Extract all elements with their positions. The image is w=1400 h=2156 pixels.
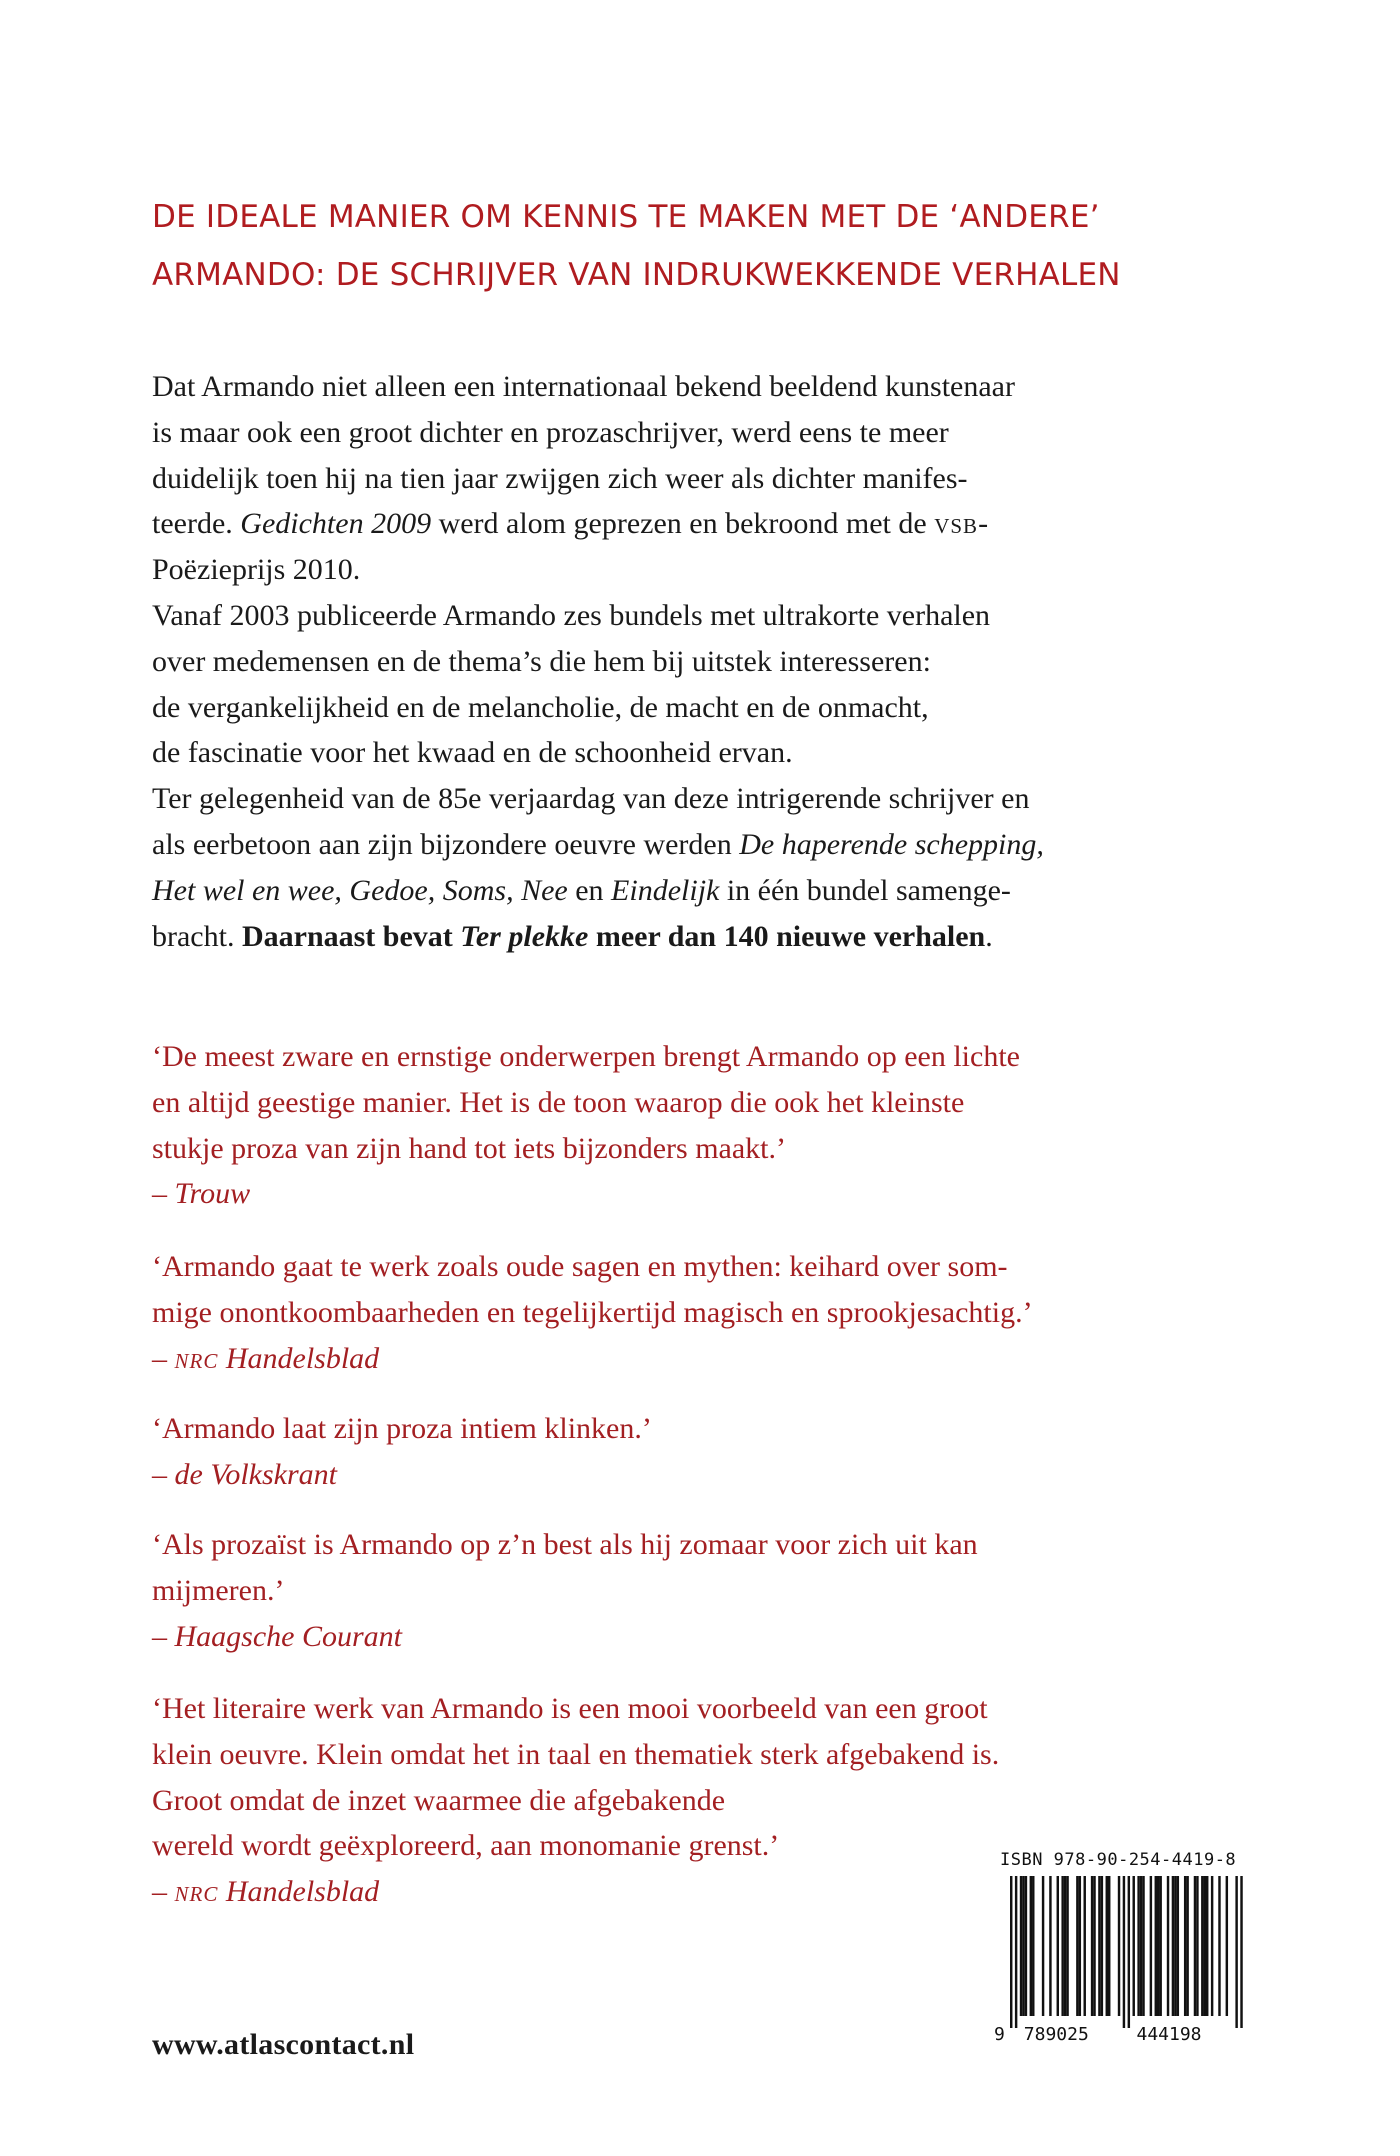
quote-line: ‘Als prozaïst is Armando op z’n best als hij zomaar voor zich uit kan: [152, 1528, 978, 1561]
headline-line-1: DE IDEALE MANIER OM KENNIS TE MAKEN MET DE ‘ANDERE’: [152, 199, 1100, 235]
barcode-bar: [1142, 1876, 1144, 2016]
barcode-bar: [1157, 1876, 1159, 2016]
text-fragment: als eerbetoon aan zijn bijzondere oeuvre werden: [152, 827, 740, 861]
barcode-bar: [1076, 1876, 1078, 2016]
quote-source: – Haagsche Courant: [152, 1619, 402, 1653]
barcode-digits: 9: [994, 2024, 1005, 2045]
barcode-bar: [1174, 1876, 1176, 2016]
barcode-bar: [1098, 1876, 1100, 2016]
blurb-line: de fascinatie voor het kwaad en de schoonheid ervan.: [152, 736, 793, 770]
barcode-bar: [1108, 1876, 1110, 2016]
quote-line: en altijd geestige manier. Het is de toon waarop die ook het kleinste: [152, 1085, 965, 1119]
barcode-bar: [1032, 1876, 1034, 2016]
barcode-bar: [1140, 1876, 1142, 2016]
barcode-bar: [1186, 1876, 1188, 2016]
barcode-bar: [1240, 1876, 1242, 2028]
barcode-bar: [1084, 1876, 1086, 2016]
barcode-bar: [1206, 1876, 1208, 2016]
barcode-bar: [1118, 1876, 1120, 2016]
review-quote: [152, 1522, 1252, 1659]
barcode-bar: [1123, 1876, 1125, 2028]
barcode-icon: [990, 1876, 1250, 2052]
barcode-bar: [1042, 1876, 1044, 2016]
barcode-bar: [1211, 1876, 1213, 2016]
barcode-bar: [1091, 1876, 1093, 2016]
text-fragment: .: [985, 919, 993, 953]
blurb-line: [152, 501, 1252, 547]
blurb-line: over medemensen en de thema’s die hem bij uitstek interesseren:: [152, 644, 931, 678]
quote-source: – nrc Handelsblad: [152, 1341, 380, 1375]
barcode-bar: [1177, 1876, 1179, 2016]
headline-line-2: ARMANDO: DE SCHRIJVER VAN INDRUKWEKKENDE VERHALEN: [152, 257, 1121, 293]
text-fragment: -: [978, 507, 989, 541]
blurb-line: de vergankelijkheid en de melancholie, de macht en de onmacht,: [152, 690, 929, 724]
quote-line: Groot omdat de inzet waarmee die afgebakende: [152, 1783, 726, 1817]
quote-line: mige onontkoombaarheden en tegelijkertijd magisch en sprookjesachtig.’: [152, 1295, 1033, 1329]
barcode-digits: 789025: [1023, 2024, 1089, 2045]
blurb-line: Dat Armando niet alleen een internationaal bekend beeldend kunstenaar: [152, 370, 1015, 403]
abbreviation: vsb: [934, 507, 979, 541]
barcode-bar: [1184, 1876, 1186, 2016]
text-fragment: en: [567, 873, 612, 907]
blurb-line: [152, 868, 1252, 914]
barcode-bar: [1194, 1876, 1196, 2016]
text-fragment: in één bundel samenge-: [719, 873, 1011, 907]
barcode-bar: [1128, 1876, 1130, 2028]
text-fragment: werd alom geprezen en bekroond met de: [431, 507, 935, 541]
blurb-body: [152, 364, 1252, 959]
book-title: Het wel en wee, Gedoe, Soms, Nee: [152, 873, 568, 907]
review-quote: [152, 1244, 1252, 1381]
barcode-bar: [1201, 1876, 1203, 2016]
blurb-line: Poëzieprijs 2010.: [152, 553, 361, 587]
barcode-bar: [1155, 1876, 1157, 2016]
barcode-bar: [1106, 1876, 1108, 2016]
blurb-line: Vanaf 2003 publiceerde Armando zes bundels met ultrakorte verhalen: [152, 598, 991, 632]
barcode-bar: [1235, 1876, 1237, 2028]
barcode-bar: [1061, 1876, 1063, 2016]
barcode-bar: [1150, 1876, 1152, 2016]
quote-source: – Trouw: [152, 1177, 251, 1211]
text-fragment: bracht.: [152, 919, 242, 953]
text-fragment: teerde.: [152, 507, 241, 541]
barcode-bar: [1015, 1876, 1017, 2028]
quote-line: klein oeuvre. Klein omdat het in taal en thematiek sterk afgebakend is.: [152, 1737, 1000, 1771]
headline: [152, 188, 1272, 304]
book-title: Ter plekke: [460, 919, 589, 953]
barcode-bar: [1172, 1876, 1174, 2016]
barcode-bar: [1133, 1876, 1135, 2016]
book-title: Gedichten 2009: [240, 507, 432, 541]
barcode-bar: [1022, 1876, 1024, 2016]
barcode-bar: [1020, 1876, 1022, 2016]
quote-line: ‘Armando gaat te werk zoals oude sagen en mythen: keihard over som-: [152, 1250, 1008, 1283]
barcode-bar: [1010, 1876, 1012, 2028]
barcode-bar: [1226, 1876, 1228, 2016]
blurb-line: is maar ook een groot dichter en prozaschrijver, werd eens te meer: [152, 415, 949, 449]
quote-line: ‘Het literaire werk van Armando is een mooi voorbeeld van een groot: [152, 1692, 988, 1725]
publisher-website-link[interactable]: www.atlascontact.nl: [152, 2028, 415, 2061]
book-title: Eindelijk: [611, 873, 720, 907]
quote-line: stukje proza van zijn hand tot iets bijzonders maakt.’: [152, 1131, 786, 1165]
bold-fragment: Daarnaast bevat: [241, 919, 461, 953]
book-title: De haperende schepping,: [739, 827, 1044, 861]
blurb-line: [152, 822, 1252, 868]
blurb-line: [152, 914, 1252, 960]
barcode-bar: [1093, 1876, 1095, 2016]
barcode-bar: [1218, 1876, 1220, 2016]
quote-line: wereld wordt geëxploreerd, aan monomanie grenst.’: [152, 1829, 780, 1863]
barcode-bar: [1030, 1876, 1032, 2016]
review-quote: [152, 1406, 1252, 1498]
barcode-bar: [1137, 1876, 1139, 2016]
review-quote: [152, 1034, 1252, 1217]
barcode-digits: 444198: [1136, 2024, 1202, 2045]
barcode-bar: [1057, 1876, 1059, 2016]
barcode-bar: [1101, 1876, 1103, 2016]
barcode-bar: [1049, 1876, 1051, 2016]
quote-source: – de Volkskrant: [152, 1457, 337, 1491]
quote-source: – nrc Handelsblad: [152, 1875, 380, 1909]
blurb-line: duidelijk toen hij na tien jaar zwijgen zich weer als dichter manifes-: [152, 461, 968, 495]
barcode-bar: [1159, 1876, 1161, 2016]
quote-line: mijmeren.’: [152, 1573, 285, 1607]
isbn-label: ISBN 978-90-254-4419-8: [1000, 1850, 1237, 1870]
blurb-line: Ter gelegenheid van de 85e verjaardag van deze intrigerende schrijver en: [152, 782, 1030, 816]
bold-fragment: meer dan 140 nieuwe verhalen: [588, 919, 986, 953]
barcode-bar: [1204, 1876, 1206, 2016]
isbn-barcode: [990, 1850, 1250, 2050]
quote-line: ‘Armando laat zijn proza intiem klinken.’: [152, 1412, 652, 1445]
barcode-bar: [1025, 1876, 1027, 2016]
barcode-bar: [1167, 1876, 1169, 2016]
barcode-bar: [1066, 1876, 1068, 2016]
quote-line: ‘De meest zware en ernstige onderwerpen brengt Armando op een lichte: [152, 1040, 1020, 1073]
barcode-bar: [1079, 1876, 1081, 2016]
barcode-bar: [1064, 1876, 1066, 2016]
barcode-bar: [1196, 1876, 1198, 2016]
